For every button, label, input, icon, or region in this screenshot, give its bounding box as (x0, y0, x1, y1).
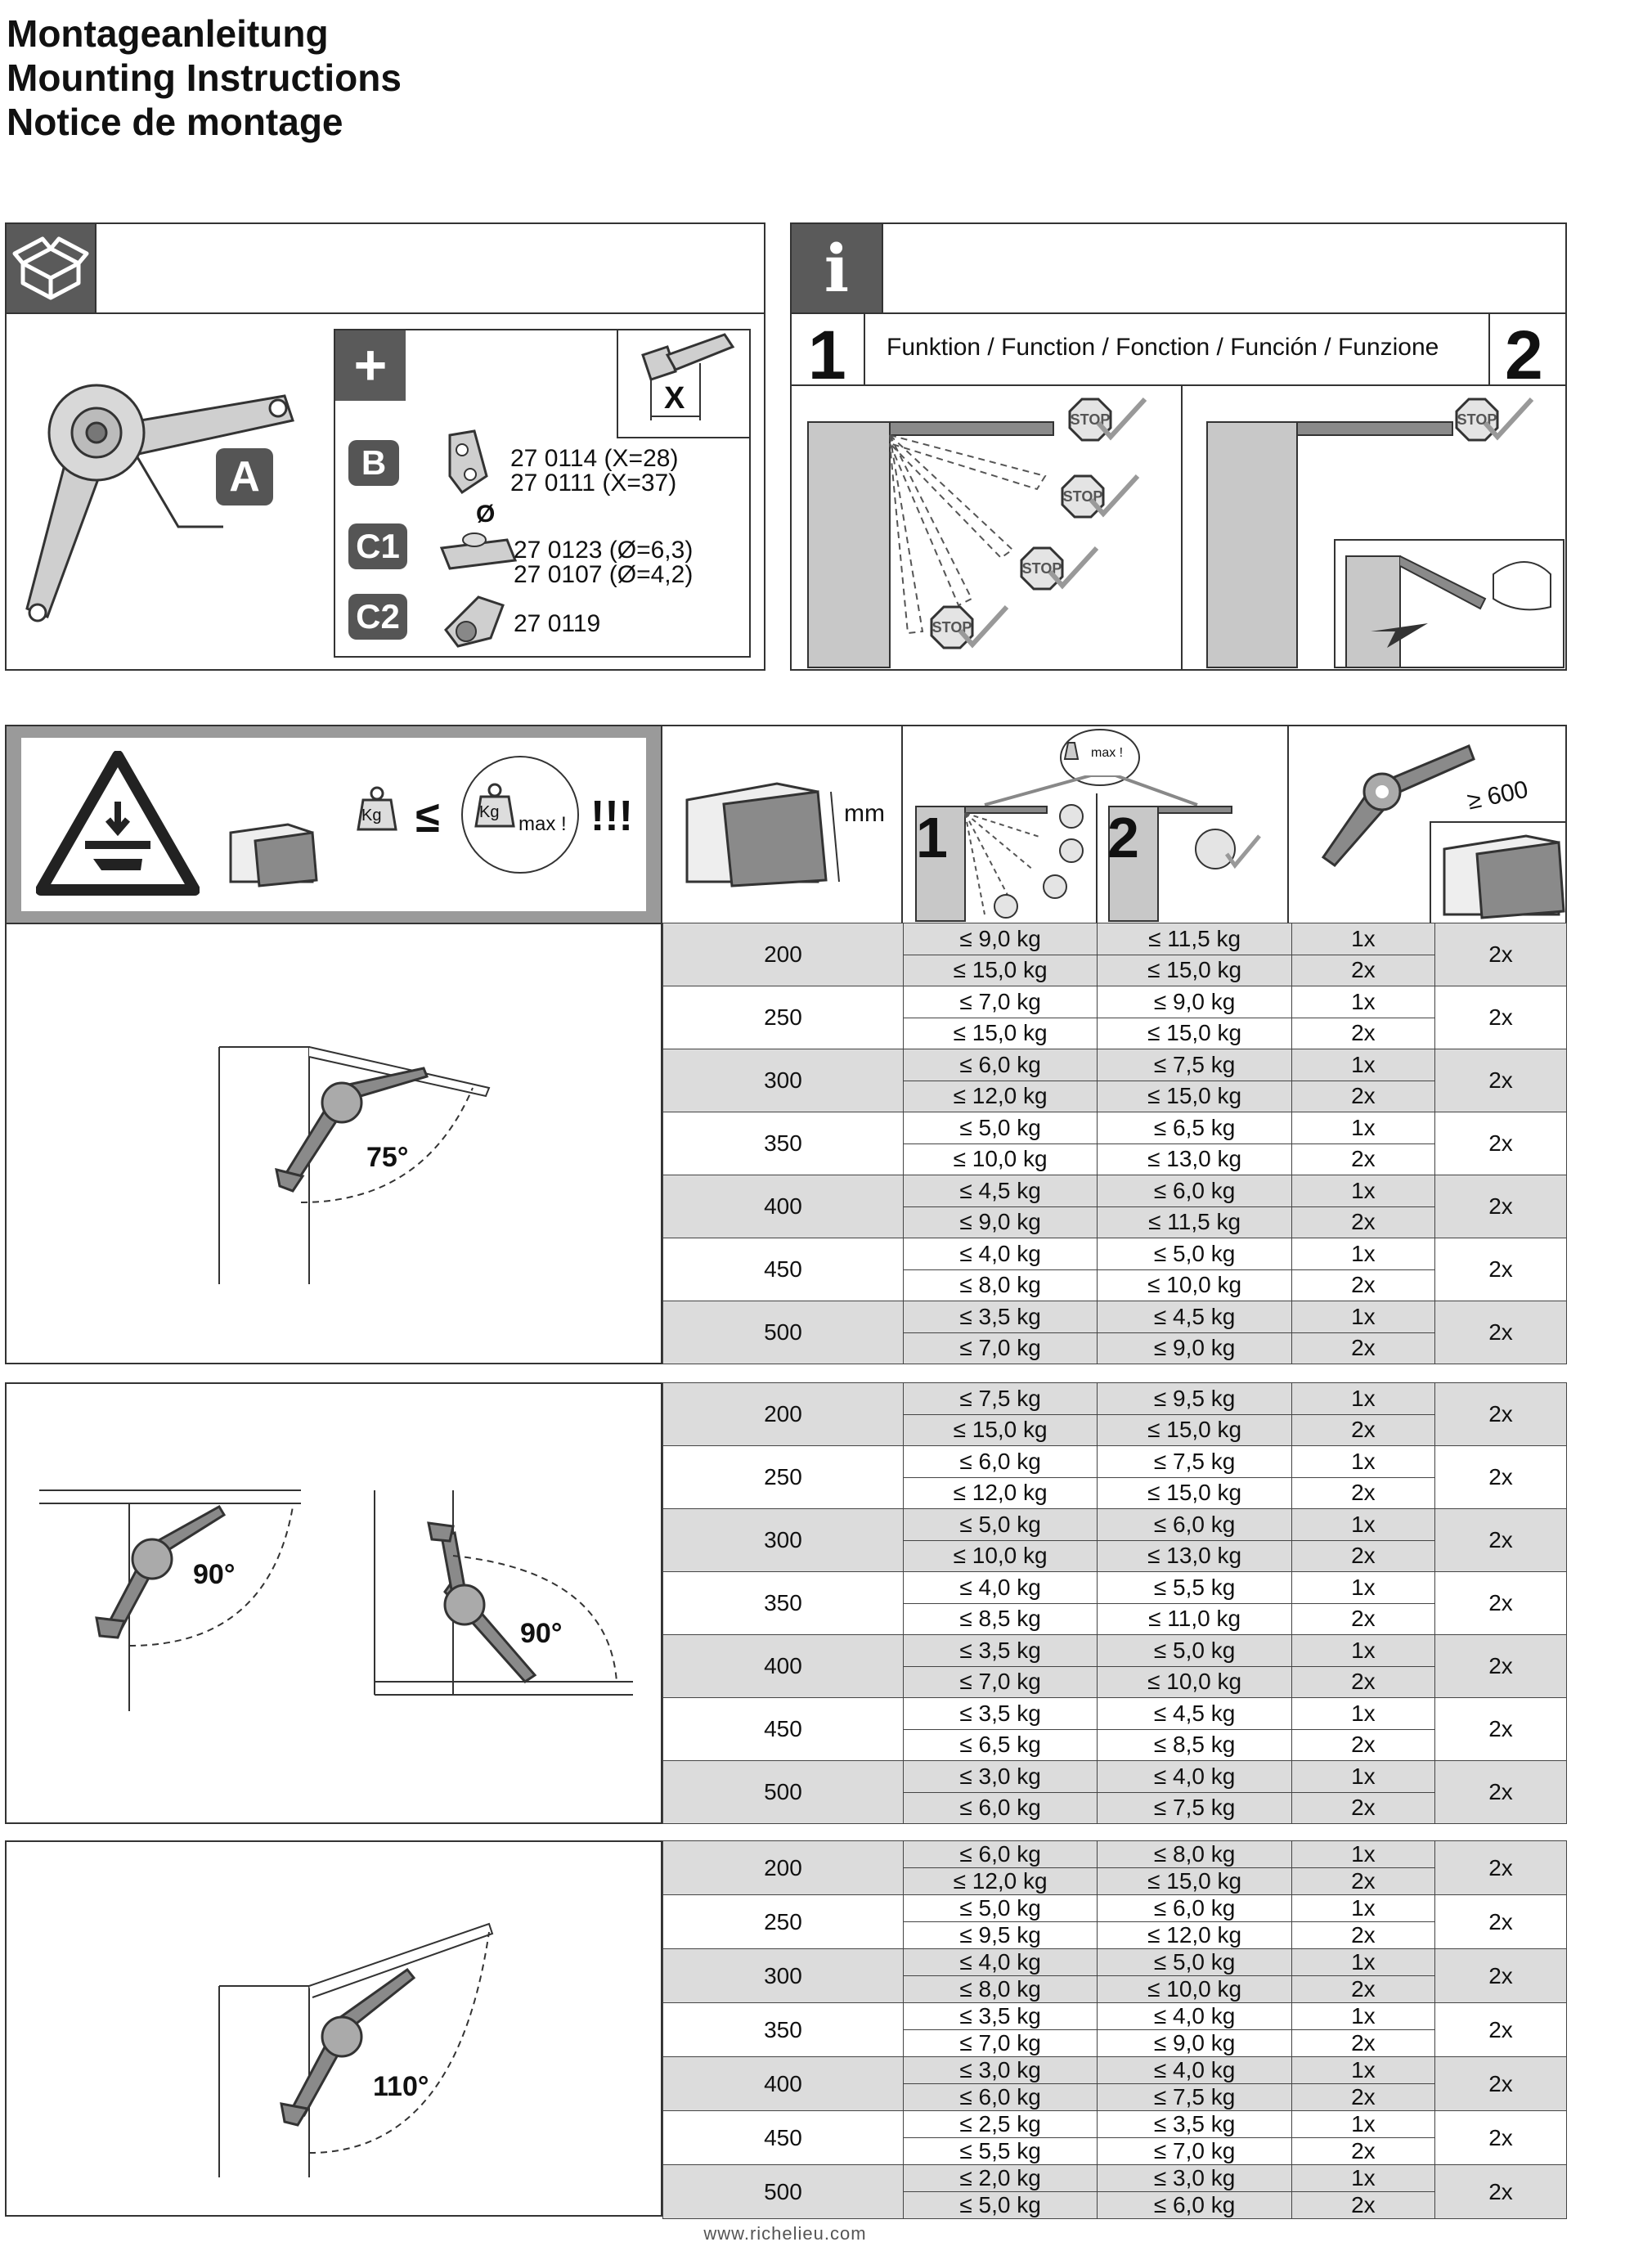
quantity-cell: 2x (1291, 1477, 1434, 1509)
weight-function-1-cell: ≤ 7,5 kg (903, 1383, 1098, 1415)
weight-function-1-cell: ≤ 4,5 kg (903, 1175, 1098, 1207)
svg-text:STOP: STOP (1070, 411, 1111, 428)
footer-url: www.richelieu.com (703, 2223, 867, 2244)
cabinet-height-cell: 500 (663, 2165, 904, 2219)
weight-function-1-cell: ≤ 3,0 kg (903, 1761, 1098, 1793)
header-function-cell (901, 725, 1289, 924)
weight-function-1-cell: ≤ 4,0 kg (903, 1572, 1098, 1604)
cabinet-height-cell: 350 (663, 2003, 904, 2057)
function-num-2: 2 (1505, 317, 1543, 393)
header-col-2: 2 (1107, 806, 1139, 869)
table-row (663, 986, 1567, 1018)
table-row (663, 1175, 1567, 1207)
weight-function-1-cell: ≤ 5,5 kg (903, 2138, 1098, 2165)
quantity-cell: 1x (1291, 1895, 1434, 1922)
weight-function-2-cell: ≤ 12,0 kg (1098, 1922, 1292, 1949)
wide-quantity-cell: 2x (1434, 1446, 1566, 1509)
weight-function-1-cell: ≤ 5,0 kg (903, 1112, 1098, 1144)
weight-function-2-cell: ≤ 7,5 kg (1098, 1792, 1292, 1824)
bracket-c2-icon (433, 589, 515, 654)
part-b-code-2: 27 0111 (X=37) (510, 470, 677, 496)
table-row (663, 2165, 1567, 2192)
cabinet-height-cell: 400 (663, 1635, 904, 1698)
weight-function-1-cell: ≤ 7,0 kg (903, 986, 1098, 1018)
table-row (663, 923, 1567, 955)
quantity-cell: 2x (1291, 1792, 1434, 1824)
header-quantity-cell (1287, 725, 1567, 924)
weight-function-2-cell: ≤ 6,0 kg (1098, 1175, 1292, 1207)
wide-quantity-cell: 2x (1434, 1301, 1566, 1364)
weight-function-1-cell: ≤ 15,0 kg (903, 1018, 1098, 1049)
table-row (663, 1761, 1567, 1793)
cabinet-height-cell: 300 (663, 1049, 904, 1112)
weight-function-2-cell: ≤ 4,0 kg (1098, 2057, 1292, 2084)
weight-function-1-cell: ≤ 6,0 kg (903, 1049, 1098, 1081)
weight-function-2-cell: ≤ 6,0 kg (1098, 1509, 1292, 1541)
weight-function-1-cell: ≤ 12,0 kg (903, 1868, 1098, 1895)
quantity-cell: 2x (1291, 2030, 1434, 2057)
quantity-cell: 2x (1291, 1729, 1434, 1761)
weight-function-1-cell: ≤ 6,0 kg (903, 1841, 1098, 1868)
load-table-2 (662, 1840, 1567, 2219)
table-row (663, 2057, 1567, 2084)
wide-quantity-cell: 2x (1434, 986, 1566, 1049)
weight-function-1-cell: ≤ 5,0 kg (903, 1895, 1098, 1922)
wide-quantity-cell: 2x (1434, 1509, 1566, 1572)
table-row (663, 1572, 1567, 1604)
title-en: Mounting Instructions (7, 56, 402, 99)
quantity-cell: 1x (1291, 1112, 1434, 1144)
stay-110-diagram (211, 1916, 505, 2186)
weight-function-1-cell: ≤ 2,0 kg (903, 2165, 1098, 2192)
weight-function-2-cell: ≤ 7,5 kg (1098, 1446, 1292, 1478)
angle-75-label: 75° (366, 1142, 409, 1173)
stay-90-diagram-b (363, 1490, 641, 1736)
quantity-cell: 2x (1291, 1414, 1434, 1446)
table-row (663, 1949, 1567, 1976)
part-c2-code: 27 0119 (514, 610, 601, 637)
section-110-illustration (5, 1840, 662, 2217)
weight-function-2-cell: ≤ 15,0 kg (1098, 1414, 1292, 1446)
weight-function-1-cell: ≤ 9,0 kg (903, 1206, 1098, 1238)
weight-function-1-cell: ≤ 2,5 kg (903, 2111, 1098, 2138)
weight-function-1-cell: ≤ 6,5 kg (903, 1729, 1098, 1761)
weight-function-1-cell: ≤ 15,0 kg (903, 1414, 1098, 1446)
header-wide-cabinet-icon (1436, 824, 1565, 923)
quantity-cell: 2x (1291, 1206, 1434, 1238)
quantity-cell: 1x (1291, 2111, 1434, 2138)
function-text: Funktion / Function / Fonction / Función / Funzione (887, 334, 1439, 361)
cabinet-height-cell: 300 (663, 1949, 904, 2003)
quantity-cell: 1x (1291, 1238, 1434, 1270)
cabinet-height-cell: 500 (663, 1301, 904, 1364)
svg-text:STOP: STOP (1021, 560, 1062, 577)
weight-function-1-cell: ≤ 5,0 kg (903, 2192, 1098, 2219)
weight-function-1-cell: ≤ 12,0 kg (903, 1081, 1098, 1112)
accessories-box (334, 329, 751, 658)
weight-function-2-cell: ≤ 5,0 kg (1098, 1949, 1292, 1976)
wide-quantity-cell: 2x (1434, 1572, 1566, 1635)
cabinet-height-cell: 250 (663, 986, 904, 1049)
weight-function-2-cell: ≤ 4,5 kg (1098, 1301, 1292, 1333)
weight-function-2-cell: ≤ 5,0 kg (1098, 1238, 1292, 1270)
header-mm-cell (661, 725, 903, 924)
part-c1-code-2: 27 0107 (Ø=4,2) (514, 561, 694, 588)
weight-function-1-cell: ≤ 7,0 kg (903, 1666, 1098, 1698)
table-row (663, 1238, 1567, 1270)
weight-function-1-cell: ≤ 3,5 kg (903, 2003, 1098, 2030)
parts-box (5, 222, 765, 671)
weight-function-2-cell: ≤ 10,0 kg (1098, 1976, 1292, 2003)
quantity-cell: 1x (1291, 2003, 1434, 2030)
weight-function-2-cell: ≤ 11,5 kg (1098, 923, 1292, 955)
angle-110-label: 110° (373, 2071, 429, 2102)
cabinet-height-cell: 200 (663, 1383, 904, 1446)
diameter-label: Ø (476, 501, 496, 528)
quantity-cell: 2x (1291, 1666, 1434, 1698)
wide-quantity-cell: 2x (1434, 923, 1566, 986)
quantity-cell: 1x (1291, 1175, 1434, 1207)
weight-function-2-cell: ≤ 4,0 kg (1098, 1761, 1292, 1793)
wide-quantity-cell: 2x (1434, 1238, 1566, 1301)
document-titles (7, 11, 402, 144)
quantity-cell: 2x (1291, 1143, 1434, 1175)
quantity-cell: 2x (1291, 1332, 1434, 1364)
weight-function-2-cell: ≤ 15,0 kg (1098, 1868, 1292, 1895)
weight-function-2-cell: ≤ 3,5 kg (1098, 2111, 1292, 2138)
part-b-code-1: 27 0114 (X=28) (510, 445, 679, 472)
cabinet-height-cell: 450 (663, 1238, 904, 1301)
table-row (663, 1383, 1567, 1415)
weight-function-2-cell: ≤ 13,0 kg (1098, 1143, 1292, 1175)
weight-function-1-cell: ≤ 3,5 kg (903, 1301, 1098, 1333)
table-row (663, 1635, 1567, 1667)
wide-quantity-cell: 2x (1434, 1383, 1566, 1446)
bracket-b-icon (433, 427, 499, 501)
quantity-cell: 2x (1291, 2084, 1434, 2111)
quantity-cell: 2x (1291, 1081, 1434, 1112)
cabinet-height-cell: 450 (663, 2111, 904, 2165)
part-c1-code-1: 27 0123 (Ø=6,3) (514, 537, 694, 564)
quantity-cell: 2x (1291, 1540, 1434, 1572)
function-num-1: 1 (808, 317, 846, 393)
warning-box (5, 725, 662, 924)
x-label: X (664, 381, 685, 416)
weight-function-2-cell: ≤ 15,0 kg (1098, 1081, 1292, 1112)
table-row (663, 1112, 1567, 1144)
weight-function-2-cell: ≤ 6,0 kg (1098, 1895, 1292, 1922)
quantity-cell: 1x (1291, 1635, 1434, 1667)
wide-quantity-cell: 2x (1434, 2003, 1566, 2057)
quantity-cell: 1x (1291, 1509, 1434, 1541)
quantity-cell: 2x (1291, 1976, 1434, 2003)
weight-function-1-cell: ≤ 8,0 kg (903, 1976, 1098, 2003)
leq-symbol: ≤ (415, 793, 440, 842)
table-row (663, 1509, 1567, 1541)
wide-quantity-cell: 2x (1434, 2111, 1566, 2165)
wide-quantity-cell: 2x (1434, 2165, 1566, 2219)
wide-quantity-cell: 2x (1434, 2057, 1566, 2111)
package-icon (7, 224, 95, 312)
weight-function-2-cell: ≤ 10,0 kg (1098, 1269, 1292, 1301)
function-2-illustration (1183, 386, 1565, 669)
quantity-cell: 1x (1291, 1572, 1434, 1604)
quantity-cell: 1x (1291, 1698, 1434, 1730)
weight-function-2-cell: ≤ 15,0 kg (1098, 1477, 1292, 1509)
weight-kg-label: Kg (361, 807, 382, 824)
weight-function-2-cell: ≤ 10,0 kg (1098, 1666, 1292, 1698)
weight-function-1-cell: ≤ 5,0 kg (903, 1509, 1098, 1541)
function-info-box (790, 222, 1567, 671)
quantity-cell: 1x (1291, 1301, 1434, 1333)
quantity-cell: 1x (1291, 2057, 1434, 2084)
quantity-cell: 1x (1291, 1446, 1434, 1478)
weight-function-1-cell: ≤ 8,5 kg (903, 1603, 1098, 1635)
angle-90-label-a: 90° (193, 1559, 236, 1590)
cabinet-height-cell: 250 (663, 1895, 904, 1949)
quantity-cell: 1x (1291, 1761, 1434, 1793)
quantity-cell: 2x (1291, 1269, 1434, 1301)
weight-function-1-cell: ≤ 10,0 kg (903, 1143, 1098, 1175)
part-a-label: A (216, 448, 273, 505)
table-row (663, 1446, 1567, 1478)
quantity-cell: 2x (1291, 2138, 1434, 2165)
cabinet-height-cell: 500 (663, 1761, 904, 1824)
weight-function-1-cell: ≤ 7,0 kg (903, 1332, 1098, 1364)
quantity-cell: 2x (1291, 1922, 1434, 1949)
stay-90-diagram-a (39, 1474, 317, 1719)
exclamation-marks: !!! (590, 793, 633, 840)
weight-function-2-cell: ≤ 11,5 kg (1098, 1206, 1292, 1238)
load-table-1 (662, 1382, 1567, 1824)
wide-quantity-cell: 2x (1434, 1175, 1566, 1238)
title-de: Montageanleitung (7, 12, 329, 55)
weight-function-2-cell: ≤ 15,0 kg (1098, 1018, 1292, 1049)
svg-text:STOP: STOP (931, 619, 972, 636)
part-c1-label: C1 (348, 523, 407, 569)
quantity-cell: 1x (1291, 923, 1434, 955)
cabinet-height-cell: 400 (663, 1175, 904, 1238)
quantity-cell: 1x (1291, 2165, 1434, 2192)
weight-function-1-cell: ≤ 8,0 kg (903, 1269, 1098, 1301)
quantity-cell: 2x (1291, 1603, 1434, 1635)
header-col-1: 1 (916, 806, 948, 869)
wide-quantity-cell: 2x (1434, 1635, 1566, 1698)
wide-quantity-cell: 2x (1434, 1895, 1566, 1949)
weight-function-1-cell: ≤ 6,0 kg (903, 1446, 1098, 1478)
wide-quantity-cell: 2x (1434, 1761, 1566, 1824)
cabinet-height-cell: 200 (663, 1841, 904, 1895)
table-row (663, 1841, 1567, 1868)
weight-function-2-cell: ≤ 9,5 kg (1098, 1383, 1292, 1415)
cabinet-height-cell: 350 (663, 1572, 904, 1635)
weight-function-1-cell: ≤ 4,0 kg (903, 1949, 1098, 1976)
wide-quantity-cell: 2x (1434, 1698, 1566, 1761)
wide-quantity-cell: 2x (1434, 1112, 1566, 1175)
max-label: max ! (518, 813, 567, 835)
table-row (663, 1895, 1567, 1922)
weight-function-1-cell: ≤ 3,5 kg (903, 1635, 1098, 1667)
function-1-illustration (792, 386, 1179, 669)
mm-label: mm (844, 800, 885, 827)
plus-icon: + (335, 330, 406, 401)
weight-function-2-cell: ≤ 5,0 kg (1098, 1635, 1292, 1667)
weight-function-2-cell: ≤ 7,5 kg (1098, 1049, 1292, 1081)
weight-function-1-cell: ≤ 15,0 kg (903, 955, 1098, 986)
weight-function-2-cell: ≤ 11,0 kg (1098, 1603, 1292, 1635)
weight-function-2-cell: ≤ 9,0 kg (1098, 986, 1292, 1018)
quantity-cell: 1x (1291, 1841, 1434, 1868)
weight-function-2-cell: ≤ 9,0 kg (1098, 2030, 1292, 2057)
section-75-illustration (5, 923, 662, 1364)
cabinet-height-cell: 400 (663, 2057, 904, 2111)
weight-function-2-cell: ≤ 5,5 kg (1098, 1572, 1292, 1604)
stay-75-diagram (211, 1039, 505, 1284)
cabinet-height-cell: 250 (663, 1446, 904, 1509)
weight-function-2-cell: ≤ 13,0 kg (1098, 1540, 1292, 1572)
weight-function-1-cell: ≤ 4,0 kg (903, 1238, 1098, 1270)
weight-function-1-cell: ≤ 9,5 kg (903, 1922, 1098, 1949)
weight-function-2-cell: ≤ 8,5 kg (1098, 1729, 1292, 1761)
cabinet-height-cell: 350 (663, 1112, 904, 1175)
weight-function-1-cell: ≤ 12,0 kg (903, 1477, 1098, 1509)
weight-function-1-cell: ≤ 7,0 kg (903, 2030, 1098, 2057)
weight-function-2-cell: ≤ 3,0 kg (1098, 2165, 1292, 2192)
quantity-cell: 2x (1291, 1018, 1434, 1049)
angle-90-label-b: 90° (520, 1618, 563, 1649)
weight-function-1-cell: ≤ 3,0 kg (903, 2057, 1098, 2084)
info-icon: i (792, 224, 882, 312)
wide-quantity-cell: 2x (1434, 1949, 1566, 2003)
cabinet-height-icon (679, 767, 842, 890)
table-row (663, 1049, 1567, 1081)
weight-function-2-cell: ≤ 4,5 kg (1098, 1698, 1292, 1730)
weight-function-2-cell: ≤ 6,0 kg (1098, 2192, 1292, 2219)
section-90-illustration (5, 1382, 662, 1824)
title-fr: Notice de montage (7, 101, 343, 143)
wide-quantity-cell: 2x (1434, 1841, 1566, 1895)
part-b-label: B (348, 440, 399, 486)
cabinet-height-cell: 450 (663, 1698, 904, 1761)
svg-text:STOP: STOP (1457, 411, 1497, 428)
load-table-0 (662, 923, 1567, 1364)
quantity-cell: 1x (1291, 986, 1434, 1018)
weight-function-2-cell: ≤ 9,0 kg (1098, 1332, 1292, 1364)
quantity-cell: 2x (1291, 2192, 1434, 2219)
crush-warning-icon (36, 751, 200, 896)
weight-function-1-cell: ≤ 9,0 kg (903, 923, 1098, 955)
weight-function-2-cell: ≤ 7,5 kg (1098, 2084, 1292, 2111)
part-c2-label: C2 (348, 594, 407, 640)
cabinet-height-cell: 200 (663, 923, 904, 986)
weight-function-2-cell: ≤ 6,5 kg (1098, 1112, 1292, 1144)
bracket-c1-icon (433, 523, 523, 581)
header-max-label: max ! (1091, 746, 1124, 760)
weight-function-2-cell: ≤ 15,0 kg (1098, 955, 1292, 986)
min-width-label: ≥ 600 (1465, 775, 1531, 815)
cabinet-icon (222, 808, 321, 890)
weight-function-1-cell: ≤ 10,0 kg (903, 1540, 1098, 1572)
weight-function-2-cell: ≤ 7,0 kg (1098, 2138, 1292, 2165)
weight-max-kg-label: Kg (479, 803, 500, 821)
cabinet-height-cell: 300 (663, 1509, 904, 1572)
table-row (663, 1301, 1567, 1333)
weight-function-2-cell: ≤ 8,0 kg (1098, 1841, 1292, 1868)
quantity-cell: 2x (1291, 955, 1434, 986)
weight-function-1-cell: ≤ 6,0 kg (903, 2084, 1098, 2111)
quantity-cell: 1x (1291, 1949, 1434, 1976)
wide-quantity-cell: 2x (1434, 1049, 1566, 1112)
quantity-cell: 1x (1291, 1383, 1434, 1415)
table-row (663, 2003, 1567, 2030)
x-dimension-diagram (617, 330, 749, 438)
table-row (663, 1698, 1567, 1730)
weight-function-1-cell: ≤ 6,0 kg (903, 1792, 1098, 1824)
weight-function-1-cell: ≤ 3,5 kg (903, 1698, 1098, 1730)
svg-text:STOP: STOP (1062, 488, 1103, 505)
table-row (663, 2111, 1567, 2138)
weight-function-2-cell: ≤ 4,0 kg (1098, 2003, 1292, 2030)
quantity-cell: 2x (1291, 1868, 1434, 1895)
quantity-cell: 1x (1291, 1049, 1434, 1081)
